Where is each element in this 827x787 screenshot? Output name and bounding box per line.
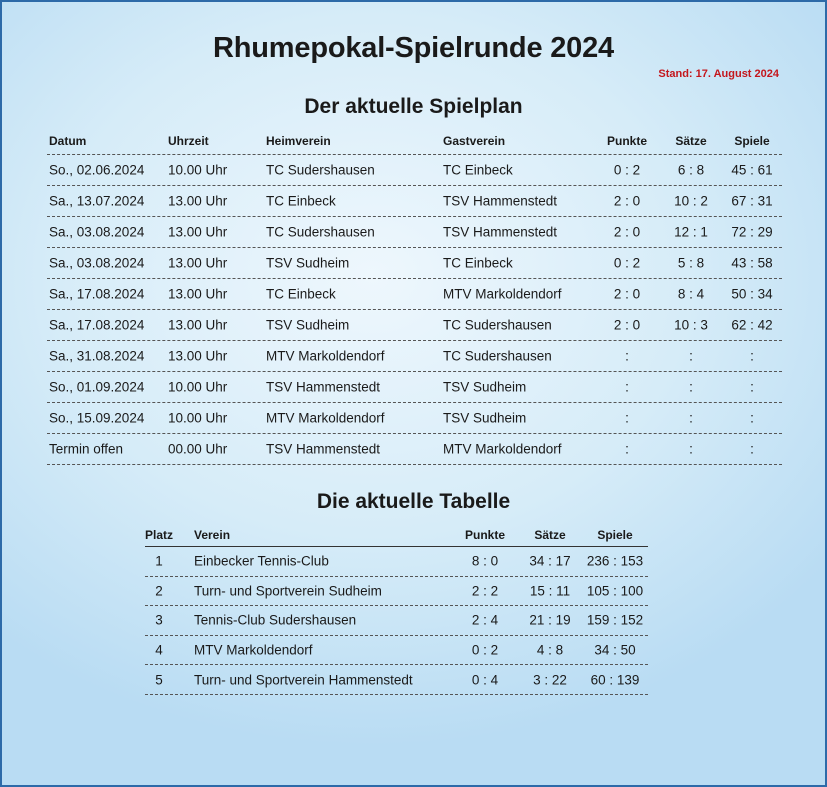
cell-home-club: TC Einbeck (266, 193, 336, 209)
cell-home-club: MTV Markoldendorf (266, 410, 385, 426)
table-row (47, 434, 782, 465)
cell-games: : (750, 441, 754, 457)
col-header-points: Punkte (464, 527, 505, 542)
cell-club: Turn- und Sportverein Hammenstedt (194, 672, 413, 688)
cell-sets: 10 : 2 (674, 193, 708, 209)
col-header-sets: Sätze (534, 527, 566, 542)
standings-table (145, 523, 648, 695)
cell-points: : (625, 348, 629, 364)
table-row (47, 155, 782, 186)
cell-time: 00.00 Uhr (168, 441, 228, 457)
cell-points: : (625, 379, 629, 395)
col-header-time: Uhrzeit (168, 134, 209, 148)
table-row (145, 665, 648, 695)
cell-club: Turn- und Sportverein Sudheim (194, 583, 382, 599)
table-row (47, 279, 782, 310)
cell-points: 0 : 2 (471, 642, 499, 658)
cell-sets: : (689, 348, 693, 364)
table-row (47, 248, 782, 279)
cell-games: 159 : 152 (586, 612, 644, 628)
cell-sets: 21 : 19 (529, 612, 571, 628)
cell-sets: 12 : 1 (674, 224, 708, 240)
cell-games: : (750, 348, 754, 364)
cell-games: : (750, 410, 754, 426)
cell-games: 62 : 42 (731, 317, 773, 333)
col-header-games: Spiele (734, 134, 770, 148)
col-header-date: Datum (49, 134, 87, 148)
cell-sets: 3 : 22 (533, 672, 567, 688)
cell-guest-club: TSV Sudheim (443, 410, 527, 426)
cell-sets: : (689, 441, 693, 457)
cell-points: 0 : 2 (613, 162, 641, 178)
cell-rank: 5 (155, 672, 163, 688)
cell-games: 236 : 153 (586, 553, 644, 569)
cell-points: 2 : 0 (613, 317, 641, 333)
table-row (145, 636, 648, 666)
cell-games: 45 : 61 (731, 162, 773, 178)
cell-sets: 34 : 17 (529, 553, 571, 569)
cell-home-club: TSV Hammenstedt (266, 379, 381, 395)
cell-home-club: TC Sudershausen (266, 162, 375, 178)
cell-points: 2 : 0 (613, 286, 641, 302)
cell-games: 43 : 58 (731, 255, 773, 271)
cell-games: 34 : 50 (594, 642, 636, 658)
page-title: Rhumepokal-Spielrunde 2024 (213, 32, 614, 64)
cell-date: Sa., 17.08.2024 (49, 286, 145, 302)
cell-sets: : (689, 379, 693, 395)
cell-guest-club: TSV Hammenstedt (443, 224, 558, 240)
cell-time: 10.00 Uhr (168, 379, 228, 395)
table-row (47, 217, 782, 248)
cell-home-club: TSV Sudheim (266, 317, 350, 333)
cell-time: 13.00 Uhr (168, 224, 228, 240)
cell-date: Sa., 31.08.2024 (49, 348, 145, 364)
cell-date: Termin offen (49, 441, 124, 457)
cell-points: : (625, 441, 629, 457)
cell-date: So., 01.09.2024 (49, 379, 145, 395)
cell-games: 105 : 100 (586, 583, 644, 599)
cell-points: 2 : 0 (613, 224, 641, 240)
table-row (47, 186, 782, 217)
cell-guest-club: TC Einbeck (443, 162, 513, 178)
standings-header-row (145, 523, 648, 547)
cell-home-club: TSV Hammenstedt (266, 441, 381, 457)
table-row (145, 547, 648, 577)
col-header-club: Verein (194, 527, 231, 542)
cell-home-club: TC Einbeck (266, 286, 336, 302)
cell-guest-club: TSV Sudheim (443, 379, 527, 395)
cell-date: Sa., 03.08.2024 (49, 255, 145, 271)
schedule-header-row (47, 128, 782, 155)
table-row (145, 577, 648, 607)
col-header-guest: Gastverein (443, 134, 506, 148)
cell-club: MTV Markoldendorf (194, 642, 313, 658)
cell-sets: 6 : 8 (677, 162, 705, 178)
cell-time: 10.00 Uhr (168, 162, 228, 178)
status-date: Stand: 17. August 2024 (658, 68, 779, 80)
cell-time: 13.00 Uhr (168, 348, 228, 364)
cell-guest-club: TC Einbeck (443, 255, 513, 271)
cell-date: Sa., 03.08.2024 (49, 224, 145, 240)
cell-points: 2 : 0 (613, 193, 641, 209)
cell-guest-club: TSV Hammenstedt (443, 193, 558, 209)
cell-games: 60 : 139 (590, 672, 640, 688)
cell-points: 8 : 0 (471, 553, 499, 569)
cell-date: So., 02.06.2024 (49, 162, 145, 178)
col-header-rank: Platz (145, 527, 174, 542)
table-row (47, 310, 782, 341)
cell-sets: 15 : 11 (529, 583, 571, 599)
cell-time: 13.00 Uhr (168, 193, 228, 209)
cell-guest-club: MTV Markoldendorf (443, 286, 562, 302)
cell-date: Sa., 13.07.2024 (49, 193, 145, 209)
table-row (47, 403, 782, 434)
cell-guest-club: TC Sudershausen (443, 317, 552, 333)
cell-rank: 3 (155, 612, 163, 628)
standings-heading: Die aktuelle Tabelle (316, 490, 511, 513)
cell-guest-club: TC Sudershausen (443, 348, 552, 364)
cell-points: 2 : 2 (471, 583, 499, 599)
cell-sets: 4 : 8 (536, 642, 564, 658)
col-header-points: Punkte (606, 134, 647, 148)
cell-sets: 10 : 3 (674, 317, 708, 333)
cell-games: 72 : 29 (731, 224, 773, 240)
cell-points: : (625, 410, 629, 426)
table-row (47, 341, 782, 372)
cell-games: 50 : 34 (731, 286, 773, 302)
table-row (145, 606, 648, 636)
cell-club: Einbecker Tennis-Club (194, 553, 329, 569)
col-header-sets: Sätze (675, 134, 707, 148)
schedule-heading: Der aktuelle Spielplan (304, 95, 523, 118)
cell-date: Sa., 17.08.2024 (49, 317, 145, 333)
cell-home-club: TC Sudershausen (266, 224, 375, 240)
cell-games: : (750, 379, 754, 395)
cell-home-club: TSV Sudheim (266, 255, 350, 271)
col-header-games: Spiele (597, 527, 633, 542)
table-row (47, 372, 782, 403)
col-header-home: Heimverein (266, 134, 331, 148)
cell-rank: 4 (155, 642, 163, 658)
schedule-table (47, 128, 782, 465)
cell-time: 13.00 Uhr (168, 286, 228, 302)
cell-sets: 5 : 8 (677, 255, 705, 271)
cell-games: 67 : 31 (731, 193, 773, 209)
cell-date: So., 15.09.2024 (49, 410, 145, 426)
cell-sets: 8 : 4 (677, 286, 705, 302)
cell-rank: 2 (155, 583, 163, 599)
cell-time: 13.00 Uhr (168, 317, 228, 333)
cell-guest-club: MTV Markoldendorf (443, 441, 562, 457)
cell-home-club: MTV Markoldendorf (266, 348, 385, 364)
cell-points: 0 : 2 (613, 255, 641, 271)
cell-time: 10.00 Uhr (168, 410, 228, 426)
cell-points: 2 : 4 (471, 612, 499, 628)
cell-time: 13.00 Uhr (168, 255, 228, 271)
cell-sets: : (689, 410, 693, 426)
cell-rank: 1 (155, 553, 163, 569)
cell-points: 0 : 4 (471, 672, 499, 688)
cell-club: Tennis-Club Sudershausen (194, 612, 357, 628)
